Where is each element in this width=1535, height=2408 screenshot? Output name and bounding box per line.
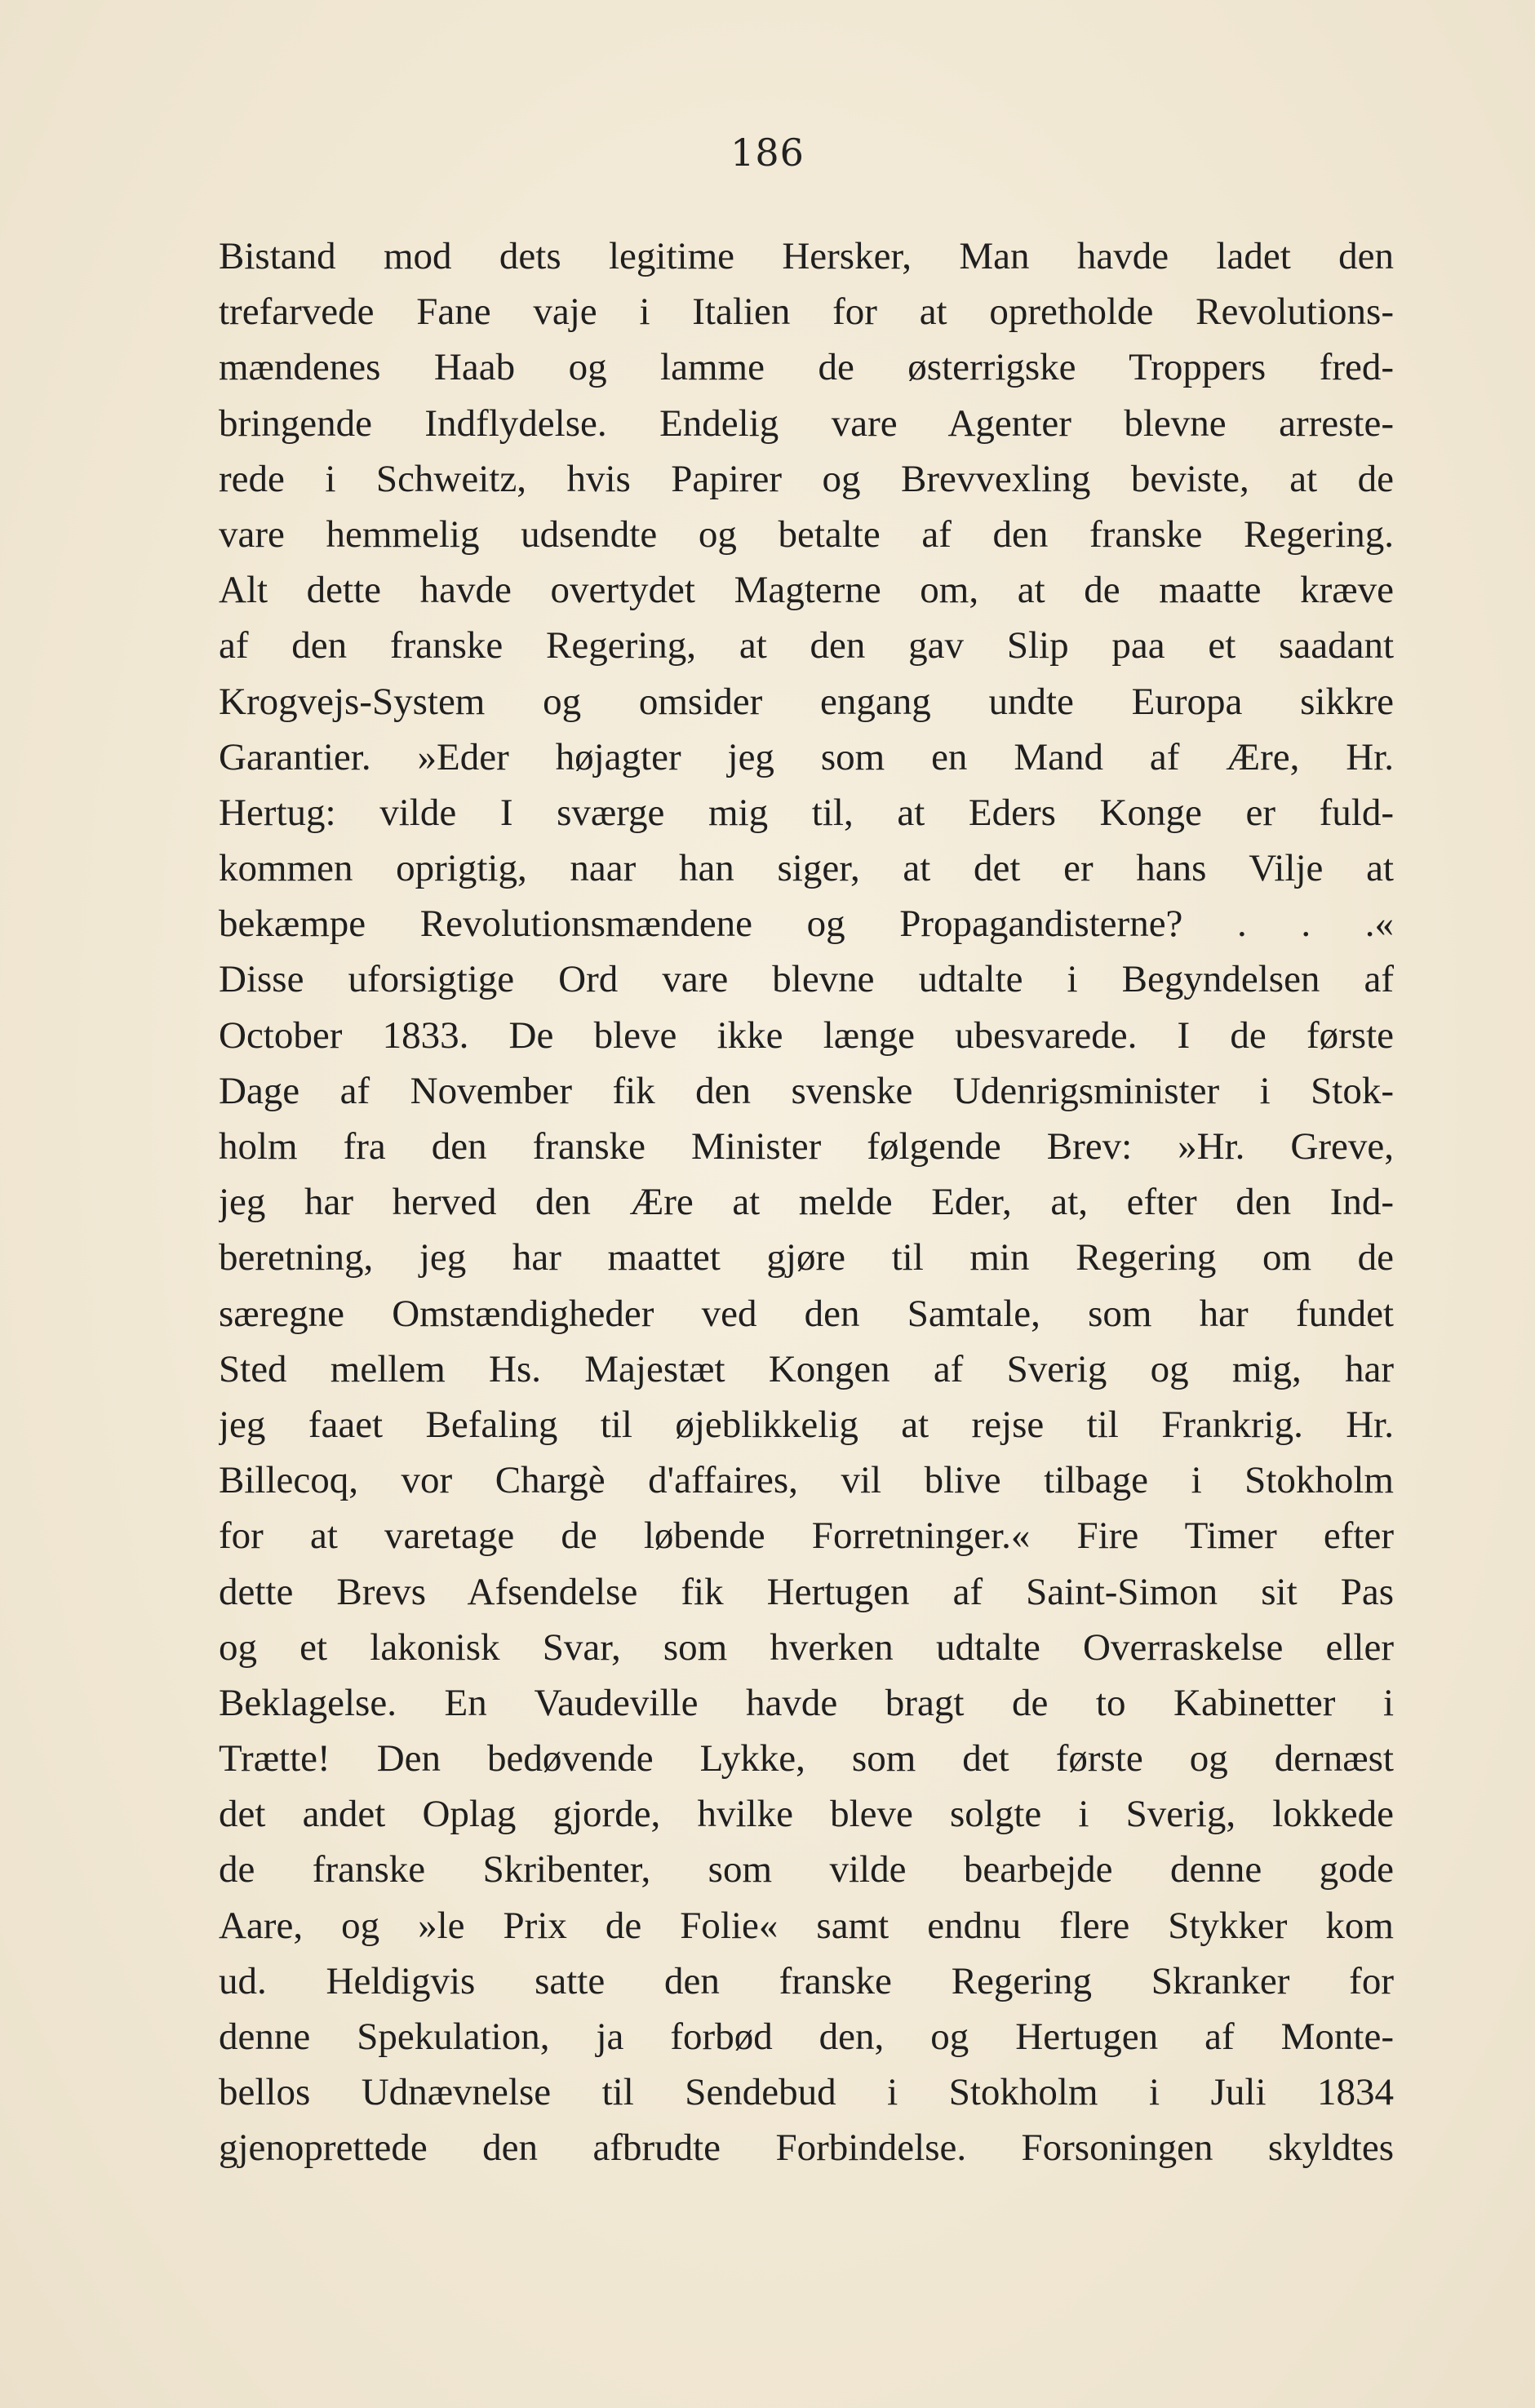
text-line: særegne Omstændigheder ved den Samtale, som har fundet [219, 1292, 1394, 1335]
text-line: denne Spekulation, ja forbød den, og Hertugen af Monte- [219, 2016, 1394, 2058]
text-line: Hertug: vilde I sværge mig til, at Eders Konge er fuld- [219, 791, 1394, 834]
text-line: Billecoq, vor Chargè d'affaires, vil blive tilbage i Stokholm [219, 1459, 1394, 1502]
text-line: gjenoprettede den afbrudte Forbindelse. Forsoningen skyldtes [219, 2126, 1394, 2170]
text-line: Aare, og »le Prix de Folie« samt endnu flere Stykker kom [219, 1904, 1394, 1947]
text-line: det andet Oplag gjorde, hvilke bleve solgte i Sverig, lokkede [219, 1793, 1394, 1836]
body-text [219, 228, 1394, 2176]
text-line: bringende Indflydelse. Endelig vare Agenter blevne arreste- [219, 401, 1394, 445]
text-line: holm fra den franske Minister følgende Brev: »Hr. Greve, [219, 1125, 1394, 1168]
text-line: Alt dette havde overtydet Magterne om, at de maatte kræve [219, 569, 1394, 612]
text-line: Krogvejs-System og omsider engang undte Europa sikkre [219, 680, 1394, 723]
text-line: bellos Udnævnelse til Sendebud i Stokholm i Juli 1834 [219, 2071, 1394, 2114]
text-line: bekæmpe Revolutionsmændene og Propagandisterne? . . .« [219, 902, 1394, 946]
text-line: vare hemmelig udsendte og betalte af den franske Regering. [219, 512, 1394, 556]
text-line: rede i Schweitz, hvis Papirer og Brevvexling beviste, at de [219, 457, 1394, 500]
text-line: Beklagelse. En Vaudeville havde bragt de to Kabinetter i [219, 1681, 1394, 1724]
text-line: October 1833. De bleve ikke længe ubesvarede. I de første [219, 1013, 1394, 1057]
text-line: Dage af November fik den svenske Udenrigsminister i Stok- [219, 1069, 1394, 1112]
text-line: og et lakonisk Svar, som hverken udtalte Overraskelse eller [219, 1625, 1394, 1669]
text-line: Trætte! Den bedøvende Lykke, som det første og dernæst [219, 1737, 1394, 1781]
page-number: 186 [730, 131, 805, 175]
text-line: mændenes Haab og lamme de østerrigske Troppers fred- [219, 346, 1394, 389]
text-line: Disse uforsigtige Ord vare blevne udtalte i Begyndelsen af [219, 958, 1394, 1001]
text-line: de franske Skribenter, som vilde bearbejde denne gode [219, 1848, 1394, 1891]
text-line: af den franske Regering, at den gav Slip paa et saadant [219, 624, 1394, 667]
text-line: kommen oprigtig, naar han siger, at det er hans Vilje at [219, 847, 1394, 890]
text-line: jeg faaet Befaling til øjeblikkelig at rejse til Frankrig. Hr. [219, 1403, 1394, 1446]
text-line: beretning, jeg har maattet gjøre til min Regering om de [219, 1236, 1394, 1279]
text-line: for at varetage de løbende Forretninger.« Fire Timer efter [219, 1514, 1394, 1558]
text-line: Bistand mod dets legitime Hersker, Man havde ladet den [219, 235, 1394, 277]
text-line: jeg har herved den Ære at melde Eder, at, efter den Ind- [219, 1181, 1394, 1224]
text-line: ud. Heldigvis satte den franske Regering Skranker for [219, 1959, 1394, 2002]
text-line: dette Brevs Afsendelse fik Hertugen af Saint-Simon sit Pas [219, 1570, 1394, 1613]
text-line: trefarvede Fane vaje i Italien for at opretholde Revolutions- [219, 290, 1394, 334]
text-line: Sted mellem Hs. Majestæt Kongen af Sverig og mig, har [219, 1347, 1394, 1390]
text-line: Garantier. »Eder højagter jeg som en Mand af Ære, Hr. [219, 735, 1394, 778]
